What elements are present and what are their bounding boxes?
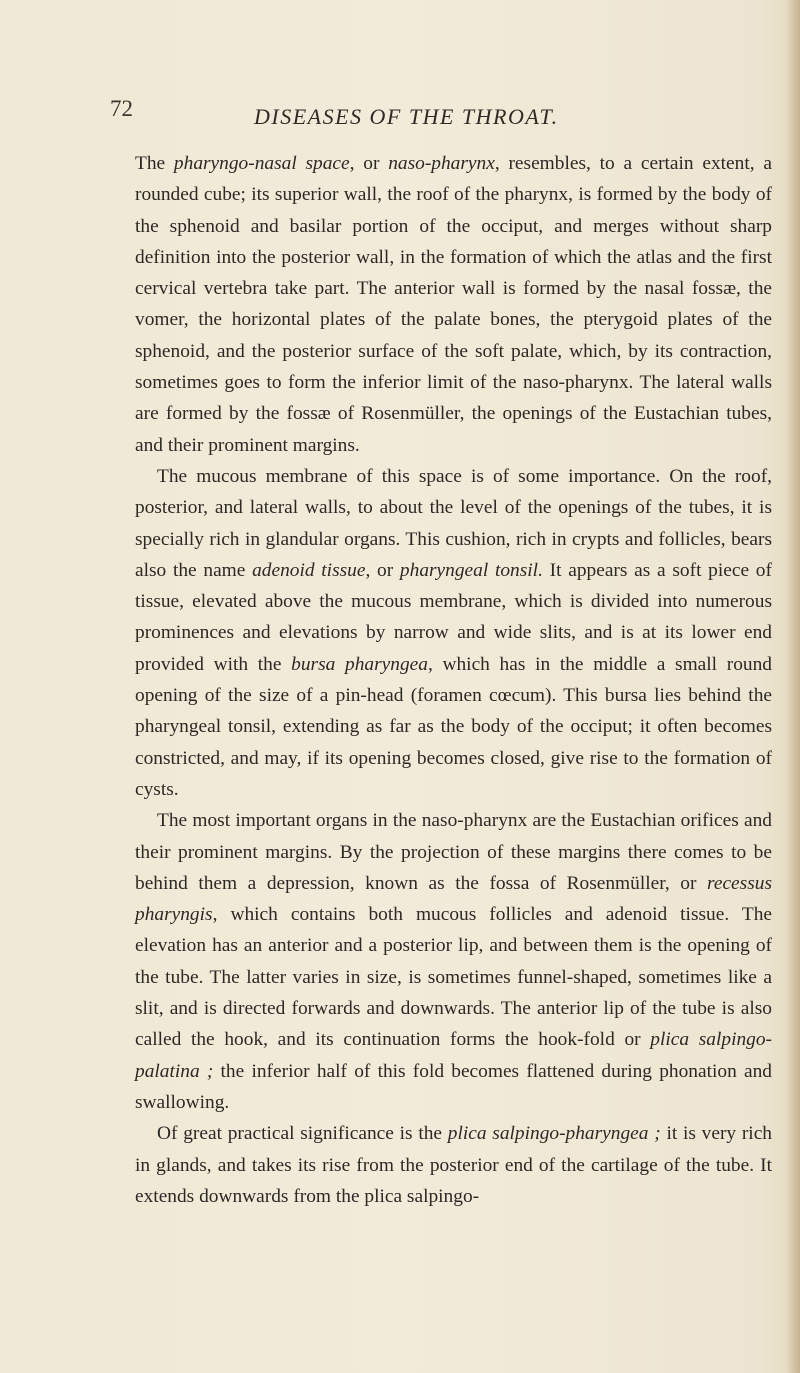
- text-run: It appears as a soft piece of tissue, elevated above the mucous membrane, which is divided into numerous prominences and elevations by narrow and wide slits, and is at its lower end provided with the: [135, 559, 772, 675]
- italic-term: bursa pharyngea: [291, 653, 428, 675]
- text-run: , or: [349, 153, 389, 174]
- italic-term: pharyngo-nasal space: [173, 153, 350, 174]
- text-run: , resembles, to a certain extent, a rounded cube; its superior wall, the roof of the pharynx, is formed by the body of the sphenoid and basilar portion of the occiput, and merges without sharp definition into the posterior wall, in the formation of which the atlas and the first cervical vertebra take part. The anterior wall is formed by the nasal fossæ, the vomer, the horizontal plates of the palate bones, the pterygoid plates of the sphenoid, and the posterior surface of the soft palate, which, by its contraction, sometimes goes to form the inferior limit of the naso-pharynx. The lateral walls are formed by the fossæ of Rosenmüller, the openings of the Eustachian tubes, and their prominent margins.: [135, 153, 772, 456]
- text-run: The: [135, 153, 174, 174]
- paragraph: [135, 805, 772, 1118]
- italic-term: recessus pharyngis: [135, 872, 772, 926]
- text-run: , or: [365, 559, 400, 581]
- italic-term: pharyngeal tonsil.: [399, 559, 543, 581]
- text-run: The most important organs in the naso-pharynx are the Eustachian orifices and their prominent margins. By the projection of these margins there comes to be behind them a depression, known as the fossa of Rosenmüller, or: [135, 810, 772, 894]
- page-header: [110, 96, 750, 136]
- page-number: 72: [110, 96, 133, 121]
- italic-term: adenoid tissue: [252, 559, 366, 581]
- text-run: it is very rich in glands, and takes its rise from the posterior end of the cartilage of the tube. It extends downwards from the plica salpingo-: [135, 1123, 772, 1207]
- page-edge-shadow: [786, 0, 800, 1373]
- text-run: The mucous membrane of this space is of some importance. On the roof, posterior, and lateral walls, to about the level of the openings of the tubes, it is specially rich in glandular organs. This cushion, rich in crypts and follicles, bears also the name: [135, 465, 772, 581]
- italic-term: plica salpingo-palatina ;: [135, 1029, 773, 1082]
- body-text: [135, 148, 772, 1212]
- text-run: , which contains both mucous follicles and adenoid tissue. The elevation has an anterior and a posterior lip, and between them is the opening of the tube. The latter varies in size, is sometimes funnel-shaped, sometimes like a slit, and is directed forwards and downwards. The anterior lip of the tube is also called the hook, and its continuation forms the hook-fold or: [135, 904, 772, 1051]
- italic-term: naso-pharynx: [388, 153, 495, 174]
- text-run: the inferior half of this fold becomes flattened during phonation and swallowing.: [135, 1060, 772, 1113]
- italic-term: plica salpingo-pharyngea ;: [447, 1123, 661, 1145]
- paragraph: [135, 461, 772, 805]
- text-run: Of great practical significance is the: [157, 1123, 448, 1145]
- paragraph: [135, 148, 772, 461]
- running-head: DISEASES OF THE THROAT.: [254, 104, 559, 129]
- text-run: , which has in the middle a small round opening of the size of a pin-head (foramen cœcum). This bursa lies behind the pharyngeal tonsil, extending as far as the body of the occiput; it often becomes constricted, and may, if its opening becomes closed, give rise to the formation of cysts.: [135, 653, 772, 800]
- paragraph: [135, 1118, 772, 1212]
